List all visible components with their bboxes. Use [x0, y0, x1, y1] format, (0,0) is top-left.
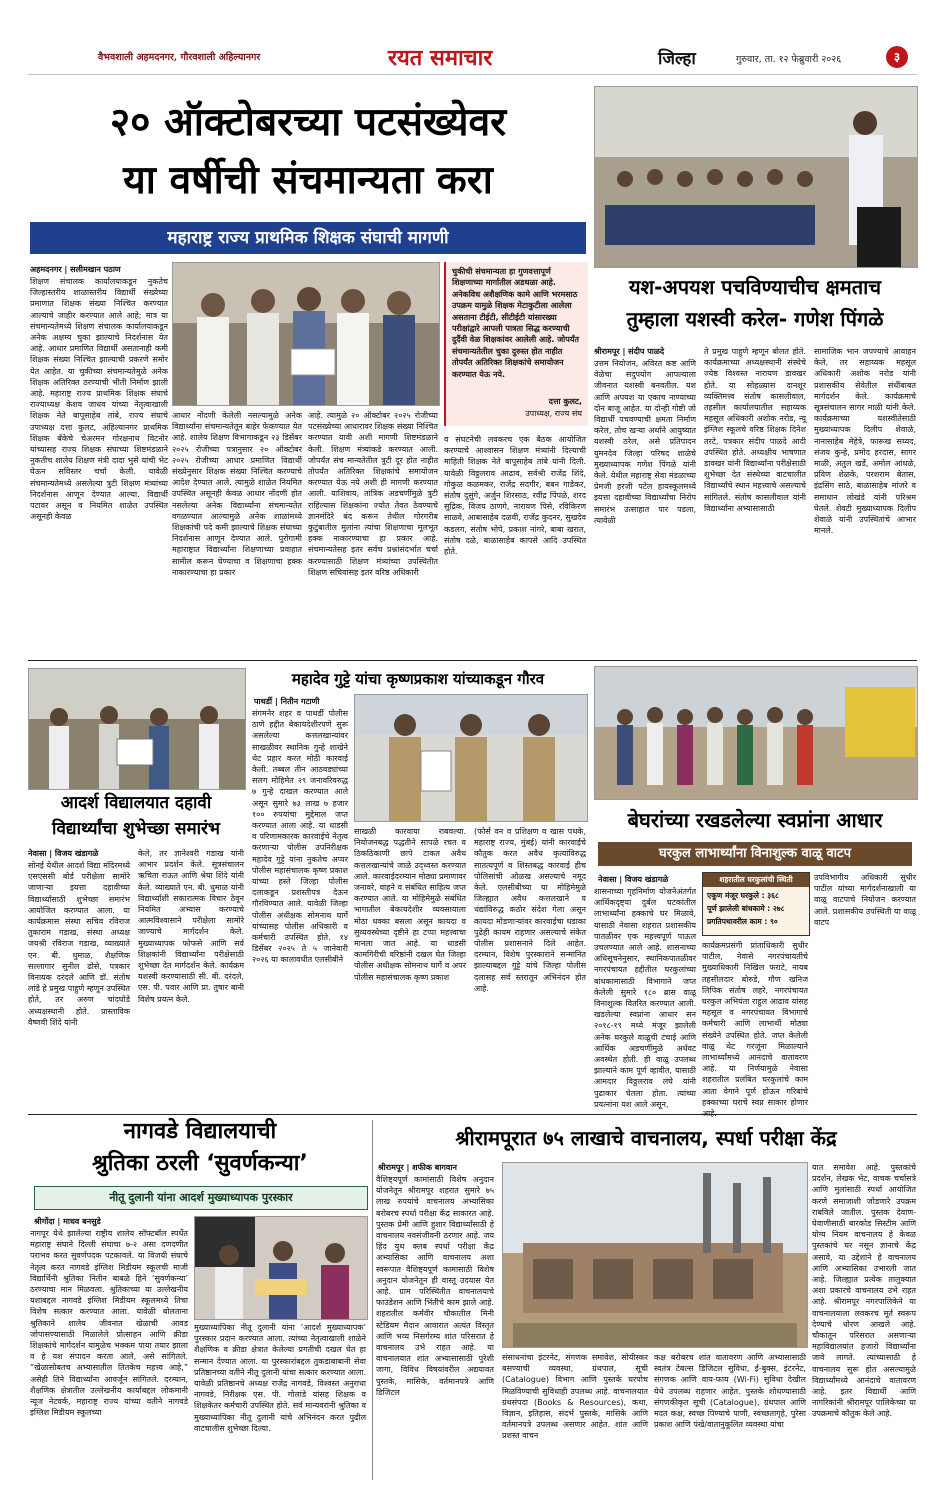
lead-body-col1: आधार नोंदणी केलेली नसल्यामुळे अनेक विद्यार्थ्यांना संचमान्यतेतून बाहेर फेकण्यात येत आहे. शालेय शिक्षण विभागाकडून २३ डिसेंबर २०२५ रोजीच्या पत्रानुसार २० ऑक्टोबर २०२५ रोजीच्या आधार प्रमाणित विद्यार्थी संख्येनुसार शिक्षक संख्या निश्चित करण्याचे आदेश देण्यात आले. त्यामुळे शाळेत नियमित उपस्थित असूनही केवळ आधार नोंदणी होत नसलेल्या अनेक विद्यार्थ्यांना संचमान्यतेत वगळण्यात आल्यामुळे अनेक शाळांमध्ये शिक्षकांची पदे कमी झाल्याचे शिक्षक संघाच्या निदर्शनास आणून देण्यात आले. पुरोगामी महाराष्ट्रात विद्यार्थ्यांना शिक्षणाच्या प्रवाहात सामील करून घेण्याचा व शिक्षणाचा हक्क नाकारण्याचा हा प्रकार [172, 411, 302, 577]
library-headline: श्रीरामपूरात ७५ लाखाचे वाचनालय, स्पर्धा परीक्षा केंद्र [455, 1126, 837, 1150]
gharkul-photo-image [595, 667, 917, 799]
nagwade-body-col1: नागपूर येथे झालेल्या राष्ट्रीय शालेय सॉफ्टबॉल स्पर्धेत महाराष्ट्र संघाने दिल्ली संघाचा ७-२ असा दणदणीत पराभव करत सुवर्णपदक पटकावले. या विजयी संघाचे नेतृत्व करत नागवडे इंग्लिश मिडीयम स्कूलची माजी विद्यार्थिनी श्रुतिका नितीन बाबळे हिने ‘सुवर्णकन्या’ ठरण्याचा मान मिळवला. श्रुतिकाच्या या उल्लेखनीय यशाबद्दल नागवडे इंग्लिश मिडीयम स्कूलमध्ये तिचा विशेष सत्कार करण्यात आला. यावेळी बोलताना श्रुतिकाने शालेय जीवनात खेळाची आवड जोपासण्यासाठी मिळालेले प्रोत्साहन आणि क्रीडा शिक्षकांचे मार्गदर्शन यामुळेच भक्कम पाया तयार झाला व हे यश संपादन करता आले, असे सांगितले. “खेळासोबतच अभ्यासातील तितकेच महत्त्व आहे,” असेही तिने विद्यार्थ्यांना आवर्जून सांगितले. दरम्यान, शैक्षणिक क्षेत्रातील उल्लेखनीय कार्याबद्दल लोकमानी न्यूज नेटवर्क, महाराष्ट्र राज्य यांच्या वतीने नागवडे इंग्लिश मिडीयम स्कूलच्या [30, 1229, 188, 1418]
lead-photo [172, 262, 440, 406]
gharkul-byline: नेवासा | विजय खंडागळे [598, 875, 669, 884]
adarsh-headline-1: आदर्श विद्यालयात दहावी [60, 793, 212, 813]
gutte-byline: पाथर्डी | नितीन गटाणी [254, 697, 320, 706]
gharkul-photo [594, 666, 918, 800]
gutte-photo-image [355, 695, 587, 821]
paper-name: रयत समाचार [388, 46, 493, 71]
adarsh-body-col2: केले, तर ज्ञानेश्वरी गडाख यांनी आभार प्रदर्शन केले. सूत्रसंचालन ऋचिता राऊत आणि श्रेया शिंदे यांनी केले. व्याख्याते एन. बी. धुमाळ यांनी विद्यार्थ्यांशी सकारात्मक विचार ठेवून नियमित अभ्यास करण्याचे आत्मविश्वासाने परीक्षेला सामोरे जाण्याचे मार्गदर्शन केले. मुख्याध्यापक फोफसे आणि सर्व शिक्षकांनी विद्यार्थ्यांना परीक्षेसाठी शुभेच्छा देत मार्गदर्शन केले. कार्यक्रम यशस्वी करण्यासाठी सी. बी. दरंदले, एस. पी. पवार आणि प्रा. तुषार बानी विशेष प्रयत्न केले. [138, 849, 244, 1004]
page-number: ३ [893, 50, 901, 64]
lead-body-col2: आहे. त्यामुळे २० ऑक्टोबर २०२५ रोजीच्या पटसंख्येच्या आधारावर शिक्षक संख्या निश्चित करण्यात यावी अशी मागणी शिष्टमंडळाने केली. शिक्षण मंत्र्यांकडे करण्यात आली. जोपर्यंत संच मान्यतेतील त्रुटी दूर होत नाहीत तोपर्यंत अतिरिक्त शिक्षकांचे समायोजन करण्यात येऊ नये अशी ही मागणी करण्यात आली. याशिवाय, तांत्रिक अडचणींमुळे त्रुटी राहिल्यास शिक्षकांना ज्योत तेवत ठेवण्याचे ज्ञानमंदिरे बंद करून तेथील गोरगरीब कुटुंबातील मुलांना त्यांचा शिक्षणाचा मूलभूत हक्क नाकारण्याचा हा प्रकार आहे. संचमान्यतेसह इतर सर्वच प्रश्नांसंदर्भात चर्चा करण्यासाठी शिक्षण मंत्र्यांच्या उपस्थितीत शिक्षण सचिवांसह इतर वरिष्ठ अधिकारी [308, 411, 438, 577]
pingle-byline: श्रीरामपूर | संदीप पाळदे [594, 347, 665, 356]
pingle-body-col2: ते प्रमुख पाहुणे म्हणून बोलत होते. कार्यक्रमाच्या अध्यक्षस्थानी संस्थेचे ज्येष्ठ विश्वस्त नारायण डावखर होते. या सोहळ्यास दानशूर व्यक्तिमत्त्व संतोष कासलीवाल, तहसील कार्यालयातील सहाय्यक महसूल अधिकारी अशोक नरोड, न्यू इंग्लिश स्कूलचे वरिष्ठ शिक्षक दिनेश तरटे, पत्रकार संदीप पाळदे आदी उपस्थित होते. अध्यक्षीय भाषणात डावखर यांनी विद्यार्थ्यांना परीक्षेसाठी शुभेच्छा देत संस्थेच्या वाटचालीत विद्यार्थ्यांचे स्थान महत्त्वाचे असल्याचे सांगितले. संतोष कासलीवाल यांनी विद्यार्थ्यांना अभ्यासासाठी [704, 347, 806, 513]
gutte-body-col2: साखळी कारवाया राबवल्या. नियोजनबद्ध पद्धतीने सापळे रचत व ठिकठिकाणी छापे टाकत अवैध कत्तलखान्यांचे जाळे उद्ध्वस्त करण्यात आले. कारवाईदरम्यान मोठ्या प्रमाणावर जनावरे, वाहने व संबंधित साहित्य जप्त करण्यात आले. या मोहिमेमुळे संबंधित भागातील बेकायदेशीर व्यवसायाला मोठा धक्का बसला असून कायदा व सुव्यवस्थेच्या दृष्टीने हा टप्पा महत्त्वाचा मानला जात आहे. या धाडसी कामगिरीची वरिष्ठांनी दखल घेत जिल्हा पोलीस अधीक्षक सोमनाथ घार्गे व अपर पोलीस महासंचालक कृष्ण प्रकाश [354, 827, 466, 982]
lead-byline: अहमदनगर | सलीमखान पठाण [30, 265, 121, 274]
lead-photo-image [173, 263, 439, 405]
section-divider-1 [28, 660, 917, 661]
adarsh-photo-image [29, 669, 245, 789]
gharkul-stats-1: एकूण मंजूर घरकुले : ३६८ [707, 891, 779, 900]
page-number-badge [886, 46, 908, 68]
tagline: वैभवशाली अहमदनगर, गौरवशाली अहिल्यानगर [98, 52, 261, 63]
nagwade-byline: श्रीगोंदा | माधव बनसुडे [34, 1217, 101, 1226]
lead-pullquote-box [444, 262, 588, 426]
library-body-col2: संसाधनांचा इंटरनेट, संगणक समावेश, सोयीस्कर बसण्याची व्यवस्था, ग्रंथपाल, सूची (Catalogue) विभाग आणि पुस्तके घरपोच मिळविण्याची सुविधाही उपलब्ध आहे. वाचनालयात ग्रंथसंपदा (Books & Resources), कथा, विज्ञान, इतिहास, संदर्भ पुस्तके, मासिके आणि वर्तमानपत्रे उपलब्ध असणार आहेत. शांत आणि प्रशस्त वाचन [502, 1353, 648, 1441]
pingle-headline-2: तुम्हाला यशस्वी करेल- गणेश पिंगळे [626, 307, 884, 331]
lead-pullquote: चुकीची संचमान्यता हा गुणवत्तापूर्ण शिक्षणाच्या मार्गातील अडथळा आहे. अनेकविध अशैक्षणिक कामे आणि भरमसाठ उपक्रम यामुळे शिक्षक मेटाकुटीला आलेला असताना टीईटी, सीटीईटी यांसारख्या परीक्षांद्वारे आपली पात्रता सिद्ध करण्याची दुर्दैवी वेळ शिक्षकांवर आलेली आहे. जोपर्यंत संचमान्यतेतील चुका दुरुस्त होत नाहीत तोपर्यंत अतिरिक्त शिक्षकांचे समायोजन करण्यात येऊ नये. [452, 267, 579, 379]
pingle-body-col1: उत्तम नियोजन, अविरत कष्ट आणि वेळेचा सदुपयोग आपल्याला जीवनात यशस्वी बनवतील. यश आणि अपयश या एकाच नाण्याच्या दोन बाजू आहेत. या दोन्ही गोष्टी जो विद्यार्थी पचवण्याची क्षमता निर्माण करेल, तोच खऱ्या अर्थाने आयुष्यात यशस्वी ठरेल, असे प्रतिपादन युमनदेव जिल्हा परिषद शाळेचे मुख्याध्यापक गणेश पिंगळे यांनी केले. येथील महाराष्ट्र सेवा मंडळाच्या प्रेमजी हरजी पटेल हायस्कूलमध्ये इयत्ता दहावीच्या विद्यार्थ्यांचा निरोप समारंभ उत्साहात पार पडला, त्यावेळी [594, 359, 696, 525]
lead-body-col3: व संघटनेची लवकरच एक बैठक आयोजित करण्याचे आश्वासन शिक्षण मंत्र्यांनी दिल्याची माहिती शिक्षक नेते बापूसाहेब तांबे यांनी दिली. यावेळी विठ्ठलराव आढाव, सर्वश्री राजेंद्र शिंदे, गोकुळ कळमकर, राजेंद्र सदगीर, बबन गाडेकर, संतोष दुसुंगे, अर्जुन शिरसाठ, रवींद्र पिंपळे, शरद सुद्रिक, विजय ठाणगे, नारायण पिसे, रविकिरण साळवे, आबासाहेब दळवी, राजेंद्र कुदनर, सुखदेव कडलग, संतोष भोपे, प्रकाश नांगरे, बाबा खरात, संतोष दळे, बाळासाहेब कापसे आदि उपस्थित होते. [444, 435, 586, 557]
column-divider [372, 1120, 373, 1480]
library-photo-image [503, 1163, 807, 1347]
gharkul-body-col3: उपविभागीय अधिकारी सुधीर पाटील यांच्या मार्गदर्शनाखाली या वाळू वाटपाचे नियोजन करण्यात आले. प्रशासकीय उपस्थिती या वाळू वाटप [814, 873, 916, 927]
lead-quote-name: दत्ता कुलट, [548, 397, 582, 406]
gharkul-body-col1: शासनाच्या गृहनिर्माण योजनेअंतर्गत आर्थिकदृष्ट्या दुर्बल घटकांतील लाभार्थ्यांना हक्काचे घर मिळावे, यासाठी नेवासा शहरात प्रशासकीय पातळीवर एक महत्त्वपूर्ण पाऊल उचलण्यात आले आहे. शासनाच्या अधिसूचनेनुसार, स्थानिकपातळीवर नगरपंचायत हद्दीतील घरकुलांच्या बांधकामासाठी विभागाने जप्त केलेली सुमारे १८० ब्रास वाळू विनाशुल्क वितरित करण्यात आली. खडलेल्या स्वप्नांना आधार सन २०१८-१९ मध्ये मंजूर झालेली अनेक घरकुले वाळूची टंचाई आणि आर्थिक अडचणींमुळे अर्धवट अवस्थेत होती. ही वाळू उपलब्ध झाल्याने काम पूर्ण व्हावीत, यासाठी आमदार विठ्ठलराव लंघे यांनी पुढाकार घेतला होता. त्यांच्या प्रयत्नांना यश आले असून, [594, 887, 696, 1109]
library-byline: श्रीरामपूर | शफीक बागवान [378, 1163, 457, 1172]
masthead [28, 40, 917, 75]
adarsh-headline-2: विद्यार्थ्यांचा शुभेच्छा समारंभ [52, 819, 220, 839]
library-body-col4: यात समावेश आहे. पुस्तकांचे प्रदर्शन, लेखक भेट, वाचक चर्चासत्रे आणि मुलांसाठी स्पर्धा आयोजित करणे समाजाशी जोडणारे उपक्रम राबविले जातील. पुस्तक देवाण-घेवाणीसाठी बारकोड सिस्टीम आणि योग्य नियम वाचनालय हे केवळ पुस्तकांचे घर नसून ज्ञानाचे केंद्र असावे, या उद्देशाने हे वाचनालय आणि अभ्यासिका उभारली जात आहे. जिल्ह्यात प्रत्येक तालुक्यात अशा प्रकारचे वाचनालय उभे राहत आहे. श्रीरामपूर नगरपालिकेने या वाचनालयाला लवकरच मूर्त स्वरूप देण्याचे धोरण आखले आहे. चौकातून परिसरात असणाऱ्या महाविद्यालयांत हजारो विद्यार्थ्यांना जावे लागते. त्यांच्यासाठी हे वाचनालय सुरू होत असल्यामुळे विद्यार्थ्यांमध्ये आनंदाचे वातावरण आहे. इतर विद्यार्थी आणि नागरिकांनी श्रीरामपूर पालिकेच्या या उपक्रमाचे कौतुक केले आहे. [812, 1163, 916, 1419]
nagwade-headline-1: नागवडे विद्यालयाची [123, 1119, 277, 1144]
nagwade-headline-2: श्रुतिका ठरली ‘सुवर्णकन्या’ [92, 1151, 308, 1176]
library-body-col3: कक्ष बरोबरच शांत वातावरण आणि अभ्यासासाठी स्वतंत्र टेबल्स डिजिटल सुविधा, ई-बुक्स, इंटरनेट, संगणक आणि वाय-फाय (Wi-Fi) सुविधा देखील येथे उपलब्ध राहणार आहेत. पुस्तके शोधण्यासाठी संगणकीकृत सूची (Catalogue), ग्रंथपाल आणि मदत कक्ष, स्वच्छ पिण्याचे पाणी, स्वच्छतागृहे, पुरेसा प्रकाश आणि पंखे/वातानुकूलित व्यवस्था यांचा [654, 1353, 806, 1430]
section-label: जिल्हा [658, 49, 696, 69]
gutte-headline: महादेव गुट्टे यांचा कृष्णप्रकाश यांच्याकडून गौरव [291, 670, 545, 688]
adarsh-body-col1: सोनई येथील आदर्श विद्या मंदिरमध्ये एसएससी बोर्ड परीक्षेला सामोरे जाणाऱ्या इयत्ता दहावीच्या विद्यार्थ्यांसाठी शुभेच्छा समारंभ आयोजित करण्यात आला. या कार्यक्रमास संस्था सचिव रविराज तुकाराम गडाख, संस्था अध्यक्ष जयश्री रविराज गडाख, व्याख्याते एन. बी. धुमाळ, शैक्षणिक सल्लागार सुनील ढोसे, पत्रकार विनायक दरंदले आणि डॉ. संतोष लांडे हे प्रमुख पाहुणे म्हणून उपस्थित होते, तर अरुण चांदघोडे अध्यक्षस्थानी होते. प्रास्ताविक वैष्णवी शिंदे यांनी [28, 861, 130, 1027]
adarsh-byline: नेवासा | विजय खंडागळे [28, 849, 99, 858]
adarsh-photo [28, 668, 246, 790]
gutte-body-col1: संगमनेर शहर व पाथर्डी पोलीस ठाणे हद्दीत बेकायदेशीरपणे सुरू असलेल्या कत्तलखान्यांवर साखळीवर स्थानिक गुन्हे शाखेने थेट प्रहार करत मोठी कारवाई केली. तब्बल तीन आठवड्यांच्या सलग मोहिमेत २९ जनावरिवरुद्ध ७ गुन्हे दाखल करण्यात आले असून सुमारे ७३ लाख ७ हजार १०० रुपयांचा मुद्देमाल जप्त करण्यात आला आहे. या धाडसी व परिणामकारक कारवाईचे नेतृत्व करणाऱ्या पोलीस उपनिरीक्षक महादेव गुट्टे यांना नुकतेच अप्पर पोलीस महासंचालक कृष्ण प्रकाश यांच्या हस्ते जिल्हा पोलीस दलाकडून प्रशस्तीपत्र देऊन गौरविण्यात आले. यावेळी जिल्हा पोलीस अधीक्षक सोमनाथ घार्गे यांच्यासह पोलीस अधिकारी व कर्मचारी उपस्थित होते. १४ डिसेंबर २०२५ ते ५ जानेवारी २०२६ या कालावधीत एलसीबीने [252, 709, 348, 965]
lead-deck: महाराष्ट्र राज्य प्राथमिक शिक्षक संघाची मागणी [30, 222, 586, 254]
library-photo [502, 1162, 808, 1348]
gutte-body-col3: (फोर्स वन व प्रशिक्षण व खास पथके, महाराष्ट्र राज्य, मुंबई) यांनी कारवाईचे कौतुक करत अवैध कृत्यांविरुद्ध सातत्यपूर्ण व शिस्तबद्ध कारवाई हीच पोलिसांची ओळख असल्याचे नमूद केले. एलसीबीच्या या मोहिमेमुळे जिल्ह्यात अवैध कत्तलखाने व धंद्यांविरुद्ध कठोर संदेश गेला असून कायदा मोडणाऱ्यांवर कारवाईचा धडाका पुढेही कायम राहणार असल्याचे संकेत पोलीस प्रशासनाने दिले आहेत. दरम्यान, विशेष पुरस्काराने सन्मानित झाल्याबद्दल गुट्टे यांचे जिल्हा पोलीस दलासह सर्व स्तरातून अभिनंदन होत आहे. [474, 827, 586, 993]
lead-headline-1: २० ऑक्टोबरच्या पटसंख्येवर [109, 100, 507, 145]
gharkul-stats-title: शहरातील घरकुलांची स्थिती [703, 873, 809, 887]
gutte-photo [354, 694, 588, 822]
gharkul-stats-box [702, 872, 810, 936]
gharkul-body-col2: कार्यक्रमप्रसंगी प्रांताधिकारी सुधीर पाटील, नेवासे नगरपंचायतीचे मुख्याधिकारी निखिल फराटे, नायब तहसीलदार बोरुडे, गौण खनिज लिपिक संतोष लहरे, नगरपंचायत घरकुल अभियंता राहुल आढाव यांसह महसूल व नगरपंचायत विभागाचे कर्मचारी आणि लाभार्थी मोठ्या संख्येने उपस्थित होते. जप्त केलेली वाळू थेट गरजूंना मिळाल्याने लाभार्थ्यांमध्ये आनंदाचे वातावरण आहे. या निर्णयामुळे नेवासा शहरातील प्रलंबित घरकुलांचे काम आता वेगाने पूर्ण होऊन गरिबांचे हक्काच्या घराचे स्वप्न साकार होणार [702, 941, 808, 1107]
lead-body-left: शिक्षण संचालक कार्यालयाकडून नुकतेच जिल्हास्तरीय शाळास्तरीय विद्यार्थी संख्येच्या प्रमाणात शिक्षक संख्या निश्चित करण्यात आल्याचे जाहीर करण्यात आले आहे; मात्र या संचमान्यतेमध्ये शिक्षण संचालक कार्यालयाकडून अनेक अक्षम्य चुका झाल्याचे निदर्शनास येत आहे. आधार प्रमाणित विद्यार्थी असतानाही कमी शिक्षक संख्या निश्चित झाल्याची प्रकरणे समोर येत आहेत. या चुकीच्या संचमान्यतेमुळे अनेक शिक्षक अतिरिक्त ठरण्याची भीती निर्माण झाली आहे. महाराष्ट्र राज्य प्राथमिक शिक्षक संघाचे राज्याध्यक्ष केशव जाधव यांच्या नेतृत्वाखाली शिक्षक नेते बापूसाहेब तांबे, राज्य संघाचे उपाध्यक्ष दत्ता कुलट, अहिल्यानगर प्राथमिक शिक्षक बँकेचे चेअरमन गोरक्षनाथ विटनोर यांच्यासह राज्य शिक्षक संघाच्या शिष्टमंडळाने नुकतीच शालेय शिक्षण मंत्री दादा भुसे यांची भेट घेऊन सविस्तर चर्चा केली. यावेळी संचमान्यतेमध्ये असलेल्या त्रुटी शिक्षण मंत्र्यांच्या निदर्शनास आणून देण्यात आल्या. विद्यार्थी पटावर असून व नियमित शाळेत उपस्थित असूनही केवळ [30, 277, 168, 522]
library-body-col1: वैशिष्ट्यपूर्ण कामांसाठी विशेष अनुदान योजनेतून श्रीरामपूर शहरात सुमारे ७५ लाख रुपयांचे वाचनालय अभ्यासिका बरोबरच स्पर्धा परीक्षा केंद्र साकारत आहे. पुस्तक प्रेमी आणि हुशार विद्यार्थ्यांसाठी हे वाचनालय नवसंजीवनी ठरणार आहे. जय हिंद युथ क्लब स्पर्धा परीक्षा केंद्र अभ्यासिका आणि वाचनालय अशा स्वरूपात वैशिष्ट्यपूर्ण कामासाठी विशेष अनुदान योजनेतून ही वास्तू उदयास येत आहे. ग्राम परिस्थितीत वाचनालयाचे फाउंडेशन आणि भिंतीचे काम झाले आहे. शहरातील कर्मवीर चौकातील मिनी स्टेडियम मैदान आवारात अत्यंत विस्तृत आणि भव्य निसर्गरम्य शांत परिसरात हे वाचनालय उभे राहत आहे. या वाचनालयात शांत अभ्यासासाठी पुरेशी जागा, विविध विषयांवरील अद्ययावत पुस्तके, मासिके, वर्तमानपत्रे आणि डिजिटल [376, 1175, 494, 1397]
nagwade-body-col2: मुख्याध्यापिका नीतू दुलानी यांना ‘आदर्श मुख्याध्यापक’ पुरस्कार प्रदान करण्यात आला. त्यांच्या नेतृत्वाखाली शाळेने शैक्षणिक व क्रीडा क्षेत्रात केलेल्या प्रगतीची दखल घेत हा सन्मान देण्यात आला. या पुरस्कारांबद्दल तुकडाबाबानी सेवा प्रतिष्ठानच्या वतीने नीतू दुलानी यांचा सत्कार करण्यात आला. यावेळी प्रतिष्ठानचे अध्यक्ष राजेंद्र नागवडे, विश्वस्त अनुराधा नागवडे, निरीक्षक एस. पी. गोलांडे यांसह शिक्षक व शिक्षकेतर कर्मचारी उपस्थित होते. सर्व मान्यवरांनी श्रुतिका व मुख्याध्यापिका नीतू दुलानी यांचे अभिनंदन करत पुढील वाटचालीस शुभेच्छा दिल्या. [194, 1323, 366, 1433]
gharkul-headline: बेघरांच्या रखडलेल्या स्वप्नांना आधार [627, 808, 883, 832]
issue-date: गुरुवार, ता. १२ फेब्रुवारी २०२६ [736, 54, 842, 65]
lead-quote-role: उपाध्यक्ष, राज्य संघ [525, 409, 582, 418]
gharkul-deck: घरकुल लाभार्थ्यांना विनाशुल्क वाळू वाटप [598, 842, 912, 866]
gharkul-stats-2: पूर्ण झालेली बांधकामे : २७८ [707, 904, 785, 913]
gharkul-stats-3: प्रगतिपथावरील काम : ९० [707, 917, 778, 926]
pingle-headline-1: यश-अपयश पचविण्याचीच क्षमताच [628, 275, 882, 299]
lead-headline-2: या वर्षीची संचमान्यता करा [123, 158, 493, 203]
nagwade-photo-image [195, 1217, 367, 1319]
pingle-photo [594, 86, 918, 268]
pingle-photo-image [595, 87, 917, 267]
nagwade-deck: नीतू दुलानी यांना आदर्श मुख्याध्यापक पुरस्कार [34, 1186, 368, 1210]
nagwade-photo [194, 1216, 368, 1320]
section-divider-2 [28, 1114, 917, 1115]
pingle-body-col3: सामाजिक भान जपण्याचे आवाहन केले, तर सहाय्यक महसूल अधिकारी अशोक नरोड यांनी प्रशासकीय सेवेतील संधींबाबत मार्गदर्शन केले. कार्यक्रमाचे सूत्रसंचालन सागर माळी यांनी केले. कार्यक्रमाच्या यशस्वीतेसाठी मुख्याध्यापक दिलीप शेवाळे, नानासाहेब मेहेत्रे, फारूख सय्यद, संजय कुन्हे, प्रमोद हरदास, सागर माळी, अतुल खर्डे, अमोल आंधळे, प्रविण शेळके, परशराम बेतास, इंद्रसिंग साठे, बाळासाहेब मांजरे व समाधान लोखंडे यांनी परिश्रम घेतले. शेवटी मुख्याध्यापक दिलीप शेवाळे यांनी उपस्थितांचे आभार मानले. [814, 347, 916, 536]
